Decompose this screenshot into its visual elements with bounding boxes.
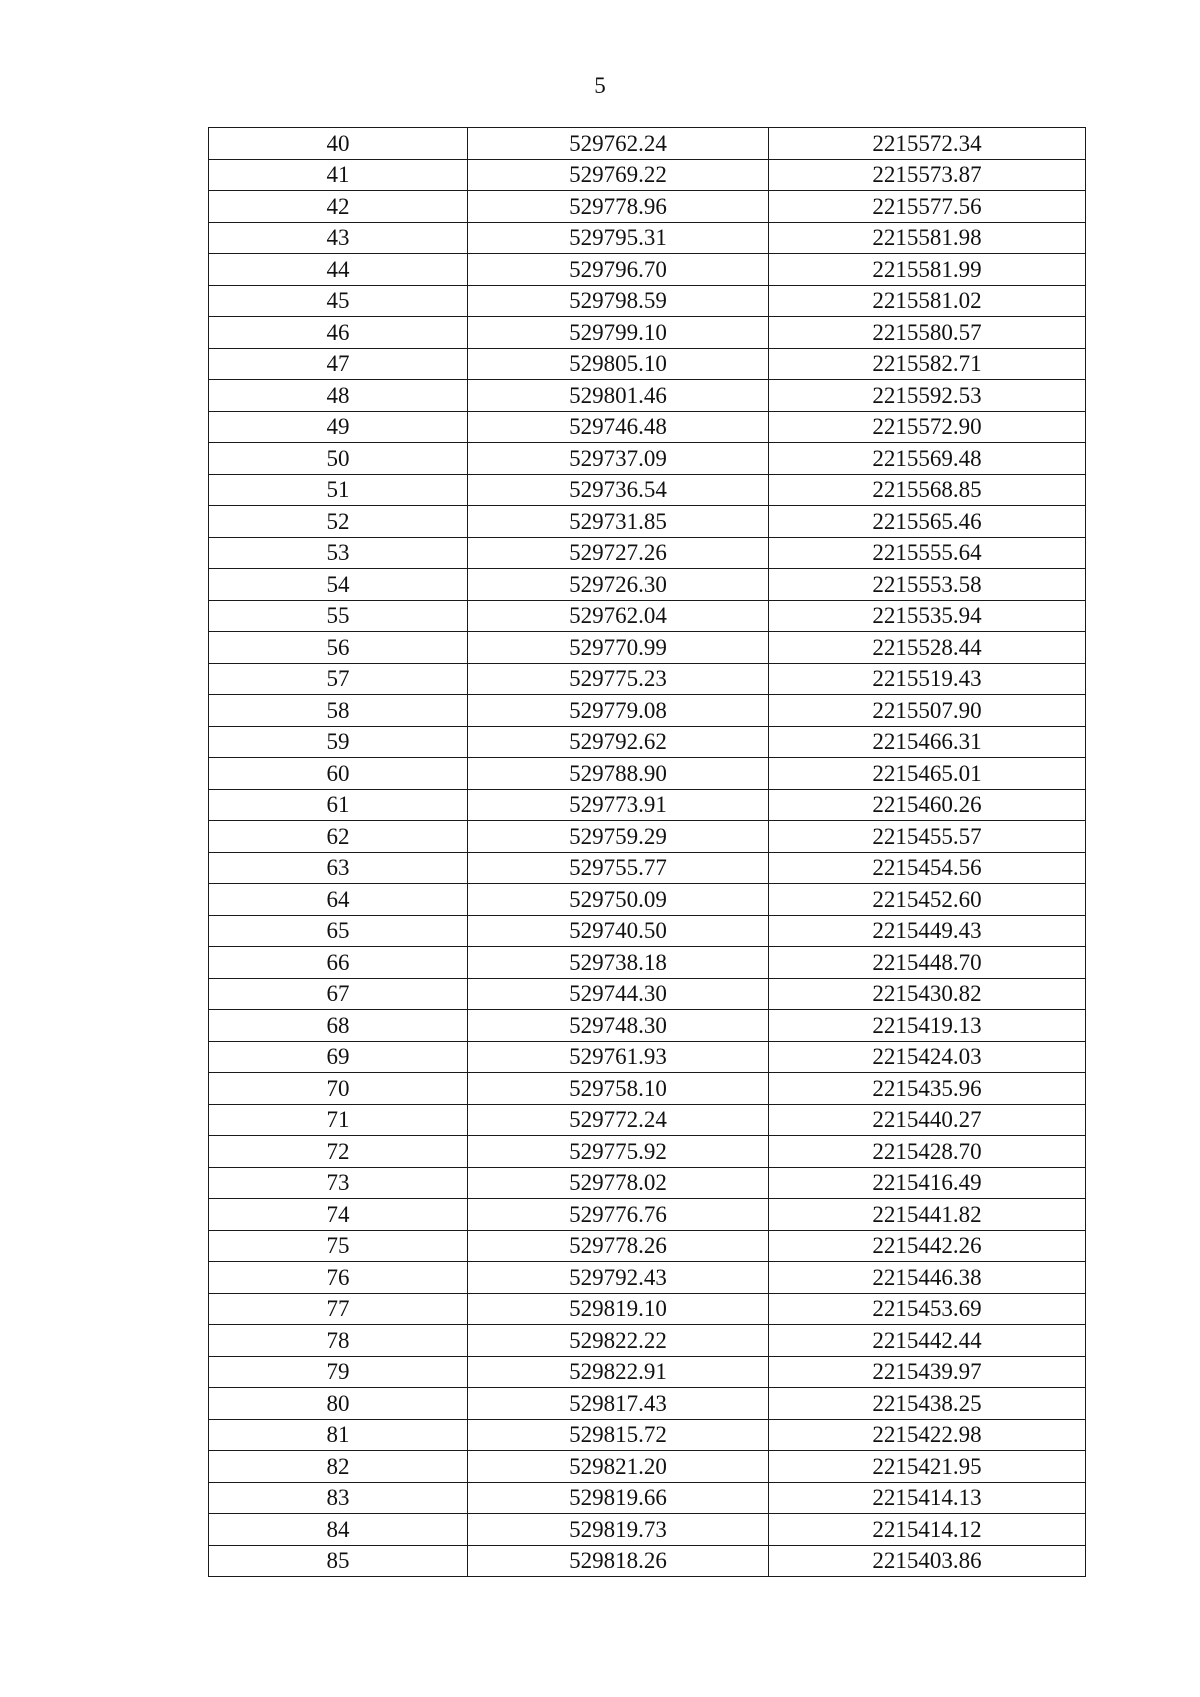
y-coordinate-cell: 2215455.57 [769, 821, 1086, 853]
x-coordinate-cell: 529762.24 [468, 128, 769, 160]
y-coordinate-cell: 2215421.95 [769, 1451, 1086, 1483]
y-coordinate-cell: 2215528.44 [769, 632, 1086, 664]
point-number-cell: 71 [209, 1104, 468, 1136]
y-coordinate-cell: 2215592.53 [769, 380, 1086, 412]
point-number-cell: 59 [209, 726, 468, 758]
y-coordinate-cell: 2215572.34 [769, 128, 1086, 160]
x-coordinate-cell: 529738.18 [468, 947, 769, 979]
point-number-cell: 51 [209, 474, 468, 506]
y-coordinate-cell: 2215466.31 [769, 726, 1086, 758]
y-coordinate-cell: 2215580.57 [769, 317, 1086, 349]
coordinates-table-body [209, 128, 1086, 1577]
table-row [209, 1388, 1086, 1420]
y-coordinate-cell: 2215555.64 [769, 537, 1086, 569]
point-number-cell: 75 [209, 1230, 468, 1262]
x-coordinate-cell: 529744.30 [468, 978, 769, 1010]
point-number-cell: 42 [209, 191, 468, 223]
y-coordinate-cell: 2215448.70 [769, 947, 1086, 979]
x-coordinate-cell: 529761.93 [468, 1041, 769, 1073]
y-coordinate-cell: 2215553.58 [769, 569, 1086, 601]
table-row [209, 222, 1086, 254]
point-number-cell: 44 [209, 254, 468, 286]
point-number-cell: 72 [209, 1136, 468, 1168]
x-coordinate-cell: 529819.73 [468, 1514, 769, 1546]
table-row [209, 1514, 1086, 1546]
point-number-cell: 40 [209, 128, 468, 160]
x-coordinate-cell: 529821.20 [468, 1451, 769, 1483]
table-row [209, 348, 1086, 380]
table-row [209, 443, 1086, 475]
y-coordinate-cell: 2215581.02 [769, 285, 1086, 317]
table-row [209, 1230, 1086, 1262]
point-number-cell: 83 [209, 1482, 468, 1514]
x-coordinate-cell: 529746.48 [468, 411, 769, 443]
x-coordinate-cell: 529798.59 [468, 285, 769, 317]
x-coordinate-cell: 529792.43 [468, 1262, 769, 1294]
x-coordinate-cell: 529772.24 [468, 1104, 769, 1136]
x-coordinate-cell: 529822.22 [468, 1325, 769, 1357]
table-row [209, 159, 1086, 191]
x-coordinate-cell: 529778.26 [468, 1230, 769, 1262]
point-number-cell: 73 [209, 1167, 468, 1199]
table-row [209, 852, 1086, 884]
table-row [209, 1325, 1086, 1357]
table-row [209, 380, 1086, 412]
table-row [209, 947, 1086, 979]
point-number-cell: 63 [209, 852, 468, 884]
y-coordinate-cell: 2215419.13 [769, 1010, 1086, 1042]
y-coordinate-cell: 2215568.85 [769, 474, 1086, 506]
y-coordinate-cell: 2215430.82 [769, 978, 1086, 1010]
x-coordinate-cell: 529750.09 [468, 884, 769, 916]
y-coordinate-cell: 2215416.49 [769, 1167, 1086, 1199]
table-row [209, 915, 1086, 947]
table-row [209, 663, 1086, 695]
point-number-cell: 49 [209, 411, 468, 443]
table-row [209, 474, 1086, 506]
x-coordinate-cell: 529755.77 [468, 852, 769, 884]
y-coordinate-cell: 2215441.82 [769, 1199, 1086, 1231]
table-row [209, 1041, 1086, 1073]
table-row [209, 1199, 1086, 1231]
y-coordinate-cell: 2215582.71 [769, 348, 1086, 380]
y-coordinate-cell: 2215449.43 [769, 915, 1086, 947]
table-row [209, 884, 1086, 916]
table-row [209, 1451, 1086, 1483]
x-coordinate-cell: 529748.30 [468, 1010, 769, 1042]
table-row [209, 978, 1086, 1010]
x-coordinate-cell: 529819.10 [468, 1293, 769, 1325]
point-number-cell: 81 [209, 1419, 468, 1451]
point-number-cell: 62 [209, 821, 468, 853]
x-coordinate-cell: 529775.23 [468, 663, 769, 695]
y-coordinate-cell: 2215565.46 [769, 506, 1086, 538]
point-number-cell: 66 [209, 947, 468, 979]
x-coordinate-cell: 529776.76 [468, 1199, 769, 1231]
point-number-cell: 65 [209, 915, 468, 947]
point-number-cell: 48 [209, 380, 468, 412]
point-number-cell: 61 [209, 789, 468, 821]
table-row [209, 726, 1086, 758]
point-number-cell: 58 [209, 695, 468, 727]
table-row [209, 506, 1086, 538]
y-coordinate-cell: 2215465.01 [769, 758, 1086, 790]
point-number-cell: 84 [209, 1514, 468, 1546]
x-coordinate-cell: 529778.02 [468, 1167, 769, 1199]
table-row [209, 1293, 1086, 1325]
x-coordinate-cell: 529759.29 [468, 821, 769, 853]
x-coordinate-cell: 529778.96 [468, 191, 769, 223]
point-number-cell: 46 [209, 317, 468, 349]
point-number-cell: 82 [209, 1451, 468, 1483]
table-row [209, 128, 1086, 160]
x-coordinate-cell: 529736.54 [468, 474, 769, 506]
y-coordinate-cell: 2215414.13 [769, 1482, 1086, 1514]
point-number-cell: 56 [209, 632, 468, 664]
x-coordinate-cell: 529737.09 [468, 443, 769, 475]
x-coordinate-cell: 529740.50 [468, 915, 769, 947]
table-row [209, 1482, 1086, 1514]
point-number-cell: 50 [209, 443, 468, 475]
point-number-cell: 41 [209, 159, 468, 191]
y-coordinate-cell: 2215573.87 [769, 159, 1086, 191]
x-coordinate-cell: 529770.99 [468, 632, 769, 664]
point-number-cell: 76 [209, 1262, 468, 1294]
point-number-cell: 55 [209, 600, 468, 632]
x-coordinate-cell: 529795.31 [468, 222, 769, 254]
point-number-cell: 57 [209, 663, 468, 695]
x-coordinate-cell: 529805.10 [468, 348, 769, 380]
table-row [209, 600, 1086, 632]
table-row [209, 1073, 1086, 1105]
y-coordinate-cell: 2215453.69 [769, 1293, 1086, 1325]
table-row [209, 695, 1086, 727]
point-number-cell: 77 [209, 1293, 468, 1325]
x-coordinate-cell: 529817.43 [468, 1388, 769, 1420]
point-number-cell: 74 [209, 1199, 468, 1231]
y-coordinate-cell: 2215569.48 [769, 443, 1086, 475]
y-coordinate-cell: 2215403.86 [769, 1545, 1086, 1577]
y-coordinate-cell: 2215535.94 [769, 600, 1086, 632]
y-coordinate-cell: 2215581.99 [769, 254, 1086, 286]
y-coordinate-cell: 2215454.56 [769, 852, 1086, 884]
x-coordinate-cell: 529822.91 [468, 1356, 769, 1388]
table-row [209, 1262, 1086, 1294]
table-row [209, 632, 1086, 664]
x-coordinate-cell: 529799.10 [468, 317, 769, 349]
point-number-cell: 80 [209, 1388, 468, 1420]
table-row [209, 411, 1086, 443]
y-coordinate-cell: 2215422.98 [769, 1419, 1086, 1451]
point-number-cell: 68 [209, 1010, 468, 1042]
y-coordinate-cell: 2215577.56 [769, 191, 1086, 223]
point-number-cell: 53 [209, 537, 468, 569]
x-coordinate-cell: 529779.08 [468, 695, 769, 727]
x-coordinate-cell: 529801.46 [468, 380, 769, 412]
table-row [209, 821, 1086, 853]
point-number-cell: 60 [209, 758, 468, 790]
x-coordinate-cell: 529815.72 [468, 1419, 769, 1451]
x-coordinate-cell: 529769.22 [468, 159, 769, 191]
table-row [209, 317, 1086, 349]
y-coordinate-cell: 2215428.70 [769, 1136, 1086, 1168]
y-coordinate-cell: 2215452.60 [769, 884, 1086, 916]
point-number-cell: 52 [209, 506, 468, 538]
x-coordinate-cell: 529819.66 [468, 1482, 769, 1514]
table-row [209, 1010, 1086, 1042]
table-row [209, 1167, 1086, 1199]
y-coordinate-cell: 2215424.03 [769, 1041, 1086, 1073]
y-coordinate-cell: 2215440.27 [769, 1104, 1086, 1136]
point-number-cell: 79 [209, 1356, 468, 1388]
table-row [209, 537, 1086, 569]
x-coordinate-cell: 529818.26 [468, 1545, 769, 1577]
y-coordinate-cell: 2215581.98 [769, 222, 1086, 254]
table-row [209, 1419, 1086, 1451]
table-row [209, 1136, 1086, 1168]
x-coordinate-cell: 529796.70 [468, 254, 769, 286]
y-coordinate-cell: 2215507.90 [769, 695, 1086, 727]
y-coordinate-cell: 2215414.12 [769, 1514, 1086, 1546]
table-row [209, 569, 1086, 601]
point-number-cell: 78 [209, 1325, 468, 1357]
x-coordinate-cell: 529773.91 [468, 789, 769, 821]
x-coordinate-cell: 529727.26 [468, 537, 769, 569]
x-coordinate-cell: 529788.90 [468, 758, 769, 790]
point-number-cell: 70 [209, 1073, 468, 1105]
x-coordinate-cell: 529762.04 [468, 600, 769, 632]
x-coordinate-cell: 529775.92 [468, 1136, 769, 1168]
table-row [209, 1104, 1086, 1136]
table-row [209, 1356, 1086, 1388]
y-coordinate-cell: 2215572.90 [769, 411, 1086, 443]
point-number-cell: 45 [209, 285, 468, 317]
y-coordinate-cell: 2215435.96 [769, 1073, 1086, 1105]
table-row [209, 1545, 1086, 1577]
point-number-cell: 69 [209, 1041, 468, 1073]
point-number-cell: 47 [209, 348, 468, 380]
y-coordinate-cell: 2215442.44 [769, 1325, 1086, 1357]
x-coordinate-cell: 529726.30 [468, 569, 769, 601]
y-coordinate-cell: 2215442.26 [769, 1230, 1086, 1262]
point-number-cell: 54 [209, 569, 468, 601]
point-number-cell: 43 [209, 222, 468, 254]
table-row [209, 254, 1086, 286]
point-number-cell: 64 [209, 884, 468, 916]
table-row [209, 758, 1086, 790]
table-row [209, 285, 1086, 317]
page-number: 5 [594, 73, 606, 98]
y-coordinate-cell: 2215519.43 [769, 663, 1086, 695]
x-coordinate-cell: 529731.85 [468, 506, 769, 538]
y-coordinate-cell: 2215460.26 [769, 789, 1086, 821]
point-number-cell: 67 [209, 978, 468, 1010]
y-coordinate-cell: 2215439.97 [769, 1356, 1086, 1388]
y-coordinate-cell: 2215438.25 [769, 1388, 1086, 1420]
y-coordinate-cell: 2215446.38 [769, 1262, 1086, 1294]
coordinates-table [208, 127, 1086, 1577]
x-coordinate-cell: 529792.62 [468, 726, 769, 758]
x-coordinate-cell: 529758.10 [468, 1073, 769, 1105]
table-row [209, 789, 1086, 821]
table-row [209, 191, 1086, 223]
point-number-cell: 85 [209, 1545, 468, 1577]
